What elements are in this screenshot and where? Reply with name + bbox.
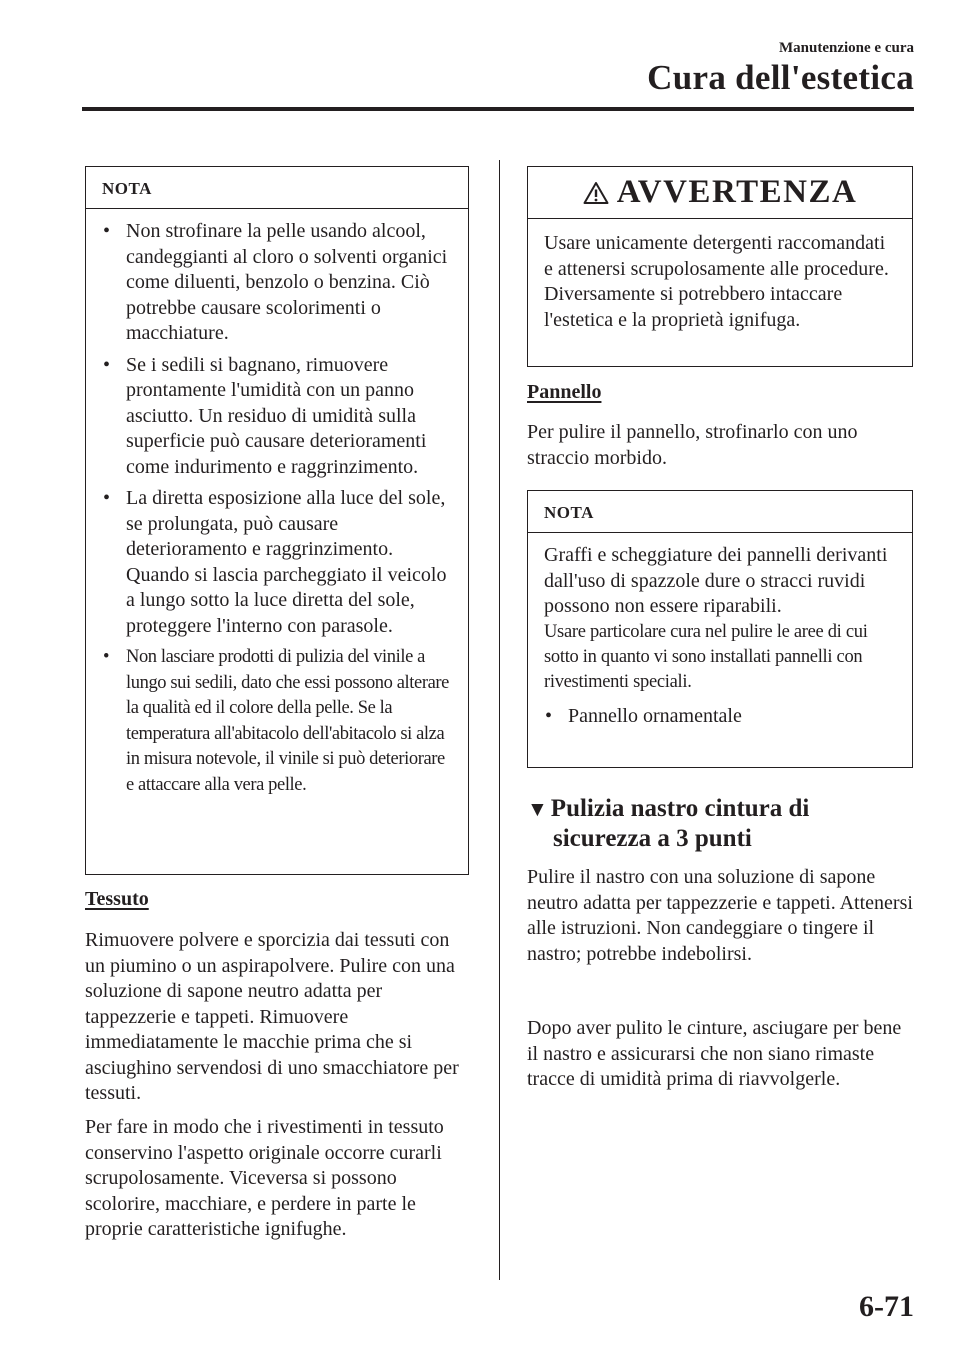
note-2-text: Graffi e scheggiature dei pannelli derivanti dall'uso di spazzole dure o stracci ruvidi possono non essere riparabili. — [544, 544, 888, 617]
belt-heading-line1: Pulizia nastro cintura di — [550, 795, 810, 822]
list-item — [102, 219, 454, 347]
header-rule — [82, 107, 914, 111]
list-item — [102, 353, 454, 481]
belt-paragraph: Dopo aver pulito le cinture, asciugare per bene il nastro e assicurarsi che non siano rimaste tracce di umidità prima di riavvolgerle. — [527, 1017, 902, 1090]
column-divider — [499, 160, 500, 1280]
bullet-icon: • — [103, 353, 111, 376]
note-box-2 — [527, 490, 913, 768]
section-label: Manutenzione e cura — [779, 40, 914, 56]
note-box-title: NOTA — [86, 167, 468, 209]
list-item-text: Pannello ornamentale — [568, 704, 742, 727]
list-item — [102, 645, 454, 798]
warning-title: AVVERTENZA — [616, 174, 858, 210]
belt-section-heading — [527, 794, 913, 854]
list-item-text: Se i sedili si bagnano, rimuovere prontamente l'umidità con un panno asciutto. Un residuo di umidità sulla superficie può causare deterioramenti come indurimento e raggrinzimento. — [126, 353, 427, 478]
pannello-paragraph: Per pulire il pannello, strofinarlo con uno straccio morbido. — [527, 421, 858, 469]
chapter-title: Cura dell'estetica — [647, 58, 914, 97]
page-number: 6-71 — [859, 1290, 914, 1323]
warning-text: Usare unicamente detergenti raccomandati e attenersi scrupolosamente alle procedure. Diversamente si potrebbero intaccare l'estetica e la proprietà ignifuga. — [544, 232, 889, 331]
warning-box — [527, 166, 913, 367]
note-box-2-title: NOTA — [528, 491, 912, 533]
belt-paragraph: Pulire il nastro con una soluzione di sapone neutro adatta per tappezzerie e tappeti. Attenersi alle istruzioni. Non candeggiare o tingere il nastro; potrebbe indebolirsi. — [527, 866, 913, 965]
bullet-icon: • — [103, 220, 111, 242]
bullet-icon: • — [103, 487, 111, 509]
list-item-text: Non lasciare prodotti di pulizia del vinile a lungo sui sedili, dato che essi possono alterare la qualità ed il colore della pelle. Se la temperatura all'abitacolo dell'abitacolo si alza in misura notevole, il vinile si può deteriorare e attaccare alla vera pelle. — [126, 647, 449, 795]
tessuto-paragraph: Per fare in modo che i rivestimenti in tessuto conservino l'aspetto originale occorre curarli scrupolosamente. Viceversa si possono scolorire, macchiare, e perdere in parte le proprie caratteristiche ignifughe. — [85, 1116, 444, 1240]
bullet-icon: • — [103, 647, 110, 667]
note-list — [102, 219, 454, 798]
section-marker-icon: ▼ — [527, 797, 548, 821]
belt-heading-line2: sicurezza a 3 punti — [553, 825, 752, 852]
list-item — [544, 704, 898, 730]
list-item-text: Non strofinare la pelle usando alcool, candeggianti al cloro o solventi organici come diluenti, benzolo o benzina. Ciò potrebbe causare scolorimenti o macchiature. — [126, 220, 448, 344]
warning-box-header — [528, 167, 912, 219]
note-2-text-small: Usare particolare cura nel pulire le aree di cui sotto in quanto vi sono installati pannelli con rivestimenti speciali. — [544, 621, 868, 692]
pannello-heading: Pannello — [527, 381, 602, 403]
list-item — [102, 486, 454, 639]
list-item-text: La diretta esposizione alla luce del sole, se prolungata, può causare deterioramento e raggrinzimento. Quando si lascia parcheggiato il veicolo a lungo sotto la luce diretta del sole, proteggere l'interno con parasole. — [126, 487, 447, 637]
note-box — [85, 166, 469, 875]
tessuto-paragraph: Rimuovere polvere e sporcizia dai tessuti con un piumino o un aspirapolvere. Pulire con una soluzione di sapone neutro adatta per tappezzerie e tappeti. Rimuovere immediatamente le macchie prima che si asciughino servendosi di uno smacchiatore per tessuti. — [85, 929, 459, 1104]
bullet-icon: • — [545, 704, 553, 727]
tessuto-heading: Tessuto — [85, 888, 149, 910]
warning-triangle-icon — [583, 181, 609, 205]
